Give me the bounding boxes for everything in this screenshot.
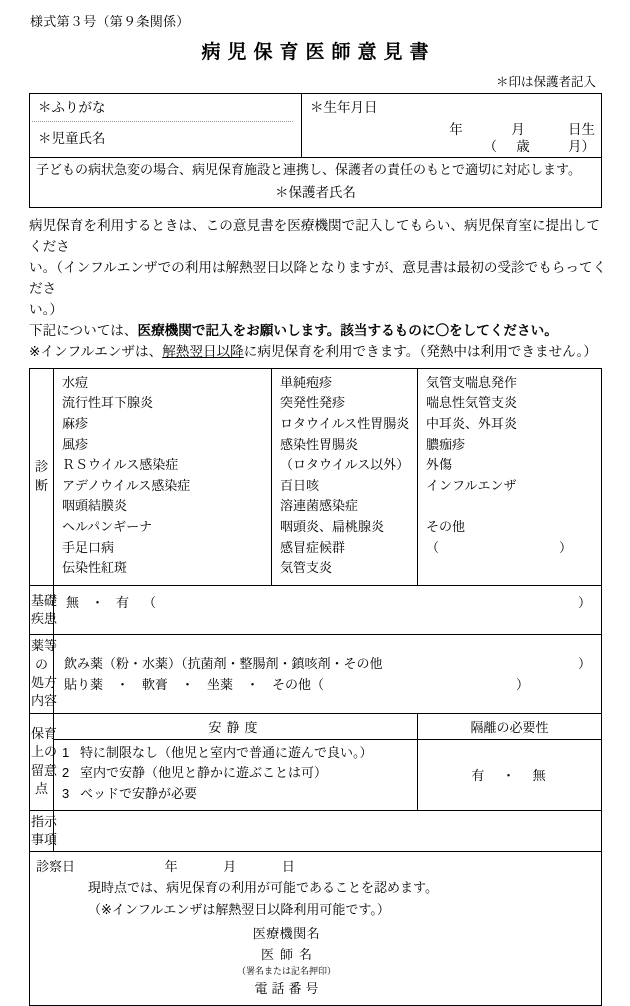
base-disease-close-paren: ） bbox=[577, 595, 591, 611]
list-item[interactable]: （ロタウイルス以外） bbox=[280, 457, 410, 473]
base-disease-row bbox=[30, 586, 602, 635]
list-item[interactable]: 百日咳 bbox=[280, 477, 320, 493]
birth-month-unit: 月 bbox=[511, 121, 525, 137]
base-disease-options bbox=[66, 592, 591, 611]
rest-option-3[interactable] bbox=[62, 784, 417, 805]
identity-table bbox=[29, 93, 602, 208]
medication-oral-line[interactable] bbox=[64, 653, 591, 674]
phone-label[interactable]: 電話番号 bbox=[254, 981, 323, 997]
diagnosis-column-3[interactable] bbox=[418, 368, 602, 586]
diagnosis-label-char-2: 断 bbox=[34, 477, 48, 493]
list-item[interactable]: 溶連菌感染症 bbox=[280, 498, 359, 514]
form-page bbox=[0, 11, 630, 997]
base-disease-yes-option[interactable]: 有 bbox=[116, 595, 130, 611]
list-item[interactable]: 気管支炎 bbox=[280, 560, 333, 576]
signature-cell[interactable] bbox=[30, 852, 602, 1006]
diagnosis-label-char-1: 診 bbox=[34, 459, 48, 475]
base-disease-none-option[interactable]: 無 bbox=[66, 595, 80, 611]
child-name-label: ＊児童氏名 bbox=[38, 130, 106, 146]
instruction-5-suffix: に病児保育を利用できます。（発熱中は利用できません。） bbox=[243, 344, 597, 360]
instruction-4-emphasis: 医療機関で記入をお願いします。該当するものに〇をしてください。 bbox=[137, 323, 558, 339]
diagnosis-column-2[interactable] bbox=[272, 368, 418, 586]
medication-label-line-1: 薬等 bbox=[31, 638, 58, 654]
care-body-row bbox=[30, 739, 602, 810]
rest-option-1-number: 1 bbox=[62, 744, 70, 760]
list-item[interactable]: 感冒症候群 bbox=[280, 539, 346, 555]
diagnosis-other-label[interactable]: その他 bbox=[426, 519, 466, 535]
medication-topical-close-paren: ） bbox=[515, 677, 529, 693]
rest-option-2-number: 2 bbox=[62, 765, 70, 781]
rest-option-1[interactable] bbox=[62, 743, 417, 764]
medication-cell[interactable] bbox=[54, 635, 602, 714]
diagnosis-column-1[interactable] bbox=[54, 368, 272, 586]
instruction-items-label bbox=[30, 810, 58, 852]
rest-level-header: 安静度 bbox=[54, 713, 418, 739]
list-item[interactable]: 喘息性気管支炎 bbox=[426, 395, 518, 411]
parent-mark-note: ＊印は保護者記入 bbox=[495, 75, 596, 89]
form-number: 様式第３号（第９条関係） bbox=[30, 14, 190, 29]
medication-label bbox=[30, 635, 58, 714]
instruction-5-prefix: ※インフルエンザは、 bbox=[29, 344, 163, 360]
other-open-paren: （ bbox=[426, 539, 440, 555]
instruction-items-input[interactable] bbox=[54, 810, 602, 852]
care-header-row bbox=[30, 713, 602, 739]
list-item[interactable]: インフルエンザ bbox=[426, 477, 517, 493]
list-item[interactable]: ヘルパンギーナ bbox=[62, 519, 153, 535]
medication-topical-line[interactable] bbox=[64, 674, 591, 695]
guarantee-text: 子どもの病状急変の場合、病児保育施設と連携し、保護者の責任のもとで適切に対応します。 bbox=[36, 161, 581, 177]
list-item[interactable]: 外傷 bbox=[426, 457, 453, 473]
care-label-line-2: 上の bbox=[31, 744, 58, 760]
diagnosis-row bbox=[30, 368, 602, 586]
care-label-line-1: 保育 bbox=[31, 725, 58, 741]
approval-statement-2: （※インフルエンザは解熱翌日以降利用可能です。） bbox=[88, 901, 390, 917]
list-item[interactable]: ロタウイルス性胃腸炎 bbox=[280, 415, 410, 431]
instruction-5-underline: 解熱翌日以降 bbox=[162, 344, 244, 360]
birth-day-unit: 日生 bbox=[568, 121, 595, 137]
rest-option-1-text: 特に制限なし（他児と室内で普通に遊んで良い。） bbox=[80, 744, 373, 760]
diagnosis-label bbox=[30, 368, 54, 586]
instruction-4-prefix: 下記については、 bbox=[29, 323, 138, 339]
base-disease-cell[interactable] bbox=[54, 586, 602, 635]
furigana-label: ＊ふりがな bbox=[38, 100, 106, 115]
exam-date-month-unit: 月 bbox=[223, 859, 237, 875]
medication-label-line-2: の bbox=[34, 656, 48, 672]
list-item[interactable]: アデノウイルス感染症 bbox=[62, 477, 191, 493]
list-item[interactable]: ＲＳウイルス感染症 bbox=[62, 457, 179, 473]
rest-option-2[interactable] bbox=[62, 763, 417, 784]
list-item[interactable]: 風疹 bbox=[62, 436, 89, 452]
birthdate-cell[interactable] bbox=[302, 94, 602, 158]
exam-date-line[interactable] bbox=[36, 856, 601, 877]
birthdate-age-row bbox=[310, 137, 601, 157]
instruction-items-label-line-1: 指示 bbox=[31, 813, 58, 829]
list-item[interactable]: 咽頭結膜炎 bbox=[62, 498, 128, 514]
medication-oral-close-paren: ） bbox=[577, 656, 591, 672]
exam-date-label: 診察日 bbox=[36, 859, 76, 875]
guardian-guarantee-cell[interactable] bbox=[30, 157, 602, 207]
instruction-line-1: 病児保育を利用するときは、この意見書を医療機関で記入してもらい、病児保育室に提出してくださ bbox=[29, 218, 600, 255]
page-title: 病児保育医師意見書 bbox=[201, 42, 436, 63]
main-form-table bbox=[29, 368, 602, 1006]
list-item[interactable]: 膿痂疹 bbox=[426, 436, 466, 452]
list-item[interactable]: 咽頭炎、扁桃腺炎 bbox=[280, 519, 385, 535]
doctor-signature-note: （署名または記名押印） bbox=[236, 965, 336, 976]
doctor-name-label[interactable]: 医師名 bbox=[260, 946, 318, 962]
instruction-line-4 bbox=[29, 320, 607, 341]
list-item[interactable]: 中耳炎、外耳炎 bbox=[426, 415, 518, 431]
diagnosis-other-input[interactable] bbox=[426, 538, 572, 559]
instructions-block bbox=[29, 215, 607, 362]
medication-topical-text: 貼り薬 ・ 軟膏 ・ 坐薬 ・ その他（ bbox=[64, 677, 325, 693]
medication-label-line-4: 内容 bbox=[31, 693, 58, 709]
care-label bbox=[30, 713, 58, 810]
instruction-items-label-line-2: 事項 bbox=[31, 831, 58, 847]
instruction-line-3: い。） bbox=[29, 302, 63, 318]
birth-year-unit: 年 bbox=[449, 121, 463, 137]
table-row bbox=[30, 157, 602, 207]
isolation-header: 隔離の必要性 bbox=[418, 713, 602, 739]
isolation-yes-option[interactable]: 有 bbox=[471, 768, 487, 784]
list-item[interactable]: 単純疱疹 bbox=[280, 374, 333, 390]
list-item[interactable]: 水痘 bbox=[62, 374, 89, 390]
list-item[interactable]: 突発性発疹 bbox=[280, 395, 346, 411]
medication-row bbox=[30, 635, 602, 714]
care-label-line-4: 点 bbox=[34, 781, 48, 797]
guardian-name-label: ＊保護者氏名 bbox=[275, 184, 356, 200]
approval-statement-1: 現時点では、病児保育の利用が可能であることを認めます。 bbox=[88, 880, 438, 896]
isolation-no-option[interactable]: 無 bbox=[532, 768, 548, 784]
birthdate-label: ＊生年月日 bbox=[310, 100, 378, 115]
list-item[interactable]: 気管支喘息発作 bbox=[426, 374, 518, 390]
medication-oral-text: 飲み薬（粉・水薬）（抗菌剤・整腸剤・鎮咳剤・その他 bbox=[64, 656, 383, 672]
table-row bbox=[30, 94, 602, 158]
isolation-separator: ・ bbox=[501, 768, 517, 784]
exam-date-year-unit: 年 bbox=[164, 859, 178, 875]
rest-option-3-number: 3 bbox=[62, 785, 70, 801]
base-disease-separator: ・ bbox=[91, 595, 105, 611]
list-item[interactable]: 流行性耳下腺炎 bbox=[62, 395, 154, 411]
instruction-line-2: い。（インフルエンザでの利用は解熱翌日以降となりますが、意見書は最初の受診でもらってくださ bbox=[29, 260, 607, 297]
care-label-line-3: 留意 bbox=[31, 762, 58, 778]
instruction-line-5 bbox=[29, 341, 607, 362]
isolation-options[interactable] bbox=[418, 739, 602, 810]
age-open-paren: （ bbox=[483, 139, 497, 155]
list-item[interactable]: 麻疹 bbox=[62, 415, 89, 431]
age-unit: 歳 bbox=[516, 139, 530, 155]
rest-option-3-text: ベッドで安静が必要 bbox=[80, 785, 198, 801]
medication-label-line-3: 処方 bbox=[31, 675, 58, 690]
base-disease-label-line-1: 基礎 bbox=[31, 592, 58, 608]
rest-level-options[interactable] bbox=[54, 739, 418, 810]
rest-option-2-text: 室内で安静（他児と静かに遊ぶことは可） bbox=[80, 765, 328, 781]
base-disease-open-paren: （ bbox=[143, 595, 157, 611]
other-close-paren: ） bbox=[558, 539, 572, 555]
signature-row bbox=[30, 852, 602, 1006]
instruction-items-row bbox=[30, 810, 602, 852]
list-item[interactable]: 手足口病 bbox=[62, 539, 115, 555]
age-month-close: 月） bbox=[568, 139, 595, 155]
list-item[interactable]: 感染性胃腸炎 bbox=[280, 436, 359, 452]
list-item[interactable]: 伝染性紅斑 bbox=[62, 560, 128, 576]
child-name-cell[interactable] bbox=[30, 94, 302, 158]
base-disease-label-line-2: 疾患 bbox=[31, 611, 58, 627]
exam-date-day-unit: 日 bbox=[281, 859, 295, 875]
medical-org-label[interactable]: 医療機関名 bbox=[252, 925, 321, 941]
birthdate-fields bbox=[310, 120, 601, 157]
furigana-divider bbox=[32, 121, 293, 122]
base-disease-label bbox=[30, 586, 58, 635]
